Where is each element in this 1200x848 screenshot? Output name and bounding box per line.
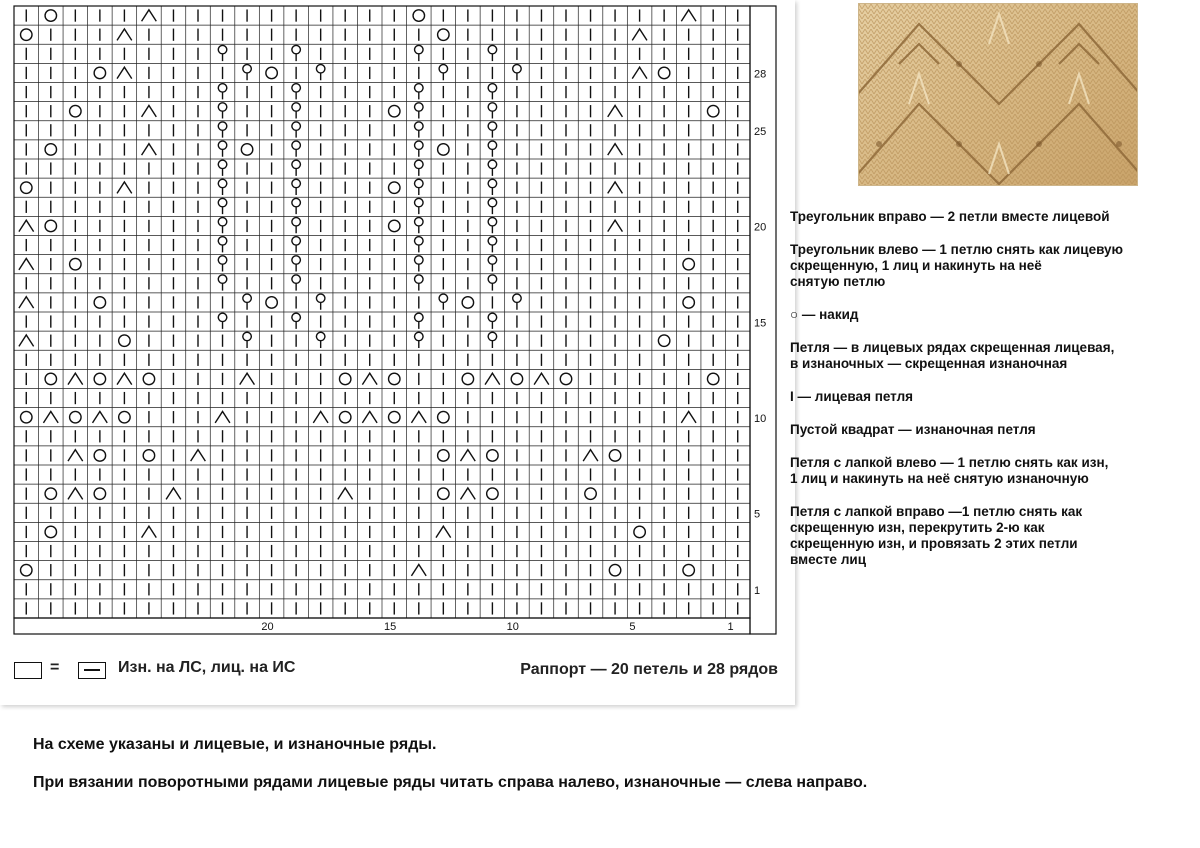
yarn-over-symbol — [241, 144, 252, 155]
legend-item-yarn-over: ○ — накид — [790, 307, 859, 322]
yarn-over-symbol — [683, 297, 694, 308]
decrease-symbol — [117, 29, 132, 40]
twisted-stitch-symbol — [292, 122, 300, 138]
chart-legend-row — [14, 656, 784, 690]
decrease-symbol — [68, 373, 83, 384]
yarn-over-symbol — [143, 373, 154, 384]
twisted-stitch-symbol — [218, 103, 226, 119]
legend-item-knit: I — лицевая петля — [790, 389, 914, 404]
yarn-over-symbol — [119, 411, 130, 422]
yarn-over-symbol — [438, 450, 449, 461]
twisted-stitch-symbol — [292, 84, 300, 100]
twisted-stitch-symbol — [415, 84, 423, 100]
yarn-over-symbol — [21, 564, 32, 575]
twisted-stitch-symbol — [415, 256, 423, 272]
yarn-over-symbol — [438, 144, 449, 155]
legend-item-left-cross: Петля с лапкой влево — 1 петлю снять как изн, 1 лиц и накинуть на неё снятую изнаночную — [790, 455, 1109, 486]
twisted-stitch-symbol — [218, 237, 226, 253]
chart-notes — [33, 736, 867, 812]
yarn-over-symbol — [707, 105, 718, 116]
twisted-stitch-symbol — [218, 198, 226, 214]
legend-item-right-decrease: Треугольник вправо — 2 петли вместе лицевой — [790, 209, 1110, 224]
twisted-stitch-symbol — [243, 294, 251, 310]
empty-square-icon — [14, 662, 42, 679]
decrease-symbol — [166, 488, 181, 499]
yarn-over-symbol — [266, 67, 277, 78]
knitted-sample-photo — [858, 3, 1138, 186]
decrease-symbol — [632, 67, 647, 78]
yarn-over-symbol — [45, 144, 56, 155]
twisted-stitch-symbol — [292, 45, 300, 61]
yarn-over-symbol — [143, 450, 154, 461]
row-number-label: 28 — [754, 68, 767, 81]
twisted-stitch-symbol — [218, 84, 226, 100]
decrease-symbol — [19, 258, 34, 269]
rapport-label: Раппорт — 20 петель и 28 рядов — [520, 661, 778, 678]
decrease-symbol — [534, 373, 549, 384]
yarn-over-symbol — [438, 488, 449, 499]
decrease-symbol — [215, 411, 230, 422]
twisted-stitch-symbol — [415, 179, 423, 195]
twisted-stitch-symbol — [292, 179, 300, 195]
twisted-stitch-symbol — [243, 332, 251, 348]
legend-item-right-cross: Петля с лапкой вправо —1 петлю снять как скрещенную изн, перекрутить 2-ю как скрещенную изн, и провязать 2 этих петли вместе лиц — [790, 504, 1083, 567]
twisted-stitch-symbol — [415, 122, 423, 138]
decrease-symbol — [19, 335, 34, 346]
legend-equals: = — [50, 659, 60, 676]
yarn-over-symbol — [21, 411, 32, 422]
yarn-over-symbol — [438, 411, 449, 422]
yarn-over-symbol — [683, 564, 694, 575]
twisted-stitch-symbol — [415, 141, 423, 157]
decrease-symbol — [583, 450, 598, 461]
row-number-label: 5 — [754, 508, 761, 521]
decrease-symbol — [338, 488, 353, 499]
legend-item-twisted-stitch: Петля — в лицевых рядах скрещенная лицевая, в изнаночных — скрещенная изнаночная — [790, 340, 1115, 371]
decrease-symbol — [117, 373, 132, 384]
twisted-stitch-symbol — [415, 160, 423, 176]
yarn-over-symbol — [94, 67, 105, 78]
twisted-stitch-symbol — [415, 332, 423, 348]
decrease-symbol — [93, 411, 108, 422]
decrease-symbol — [191, 450, 206, 461]
yarn-over-symbol — [389, 182, 400, 193]
decrease-symbol — [362, 411, 377, 422]
twisted-stitch-symbol — [439, 65, 447, 81]
decrease-symbol — [19, 297, 34, 308]
twisted-stitch-symbol — [488, 256, 496, 272]
decrease-symbol — [461, 450, 476, 461]
yarn-over-symbol — [45, 488, 56, 499]
twisted-stitch-symbol — [292, 198, 300, 214]
yarn-over-symbol — [119, 335, 130, 346]
decrease-symbol — [117, 182, 132, 193]
yarn-over-symbol — [45, 10, 56, 21]
yarn-over-symbol — [45, 373, 56, 384]
yarn-over-symbol — [413, 10, 424, 21]
yarn-over-symbol — [266, 297, 277, 308]
twisted-stitch-symbol — [292, 275, 300, 291]
column-number-label: 1 — [727, 621, 734, 633]
twisted-stitch-symbol — [218, 141, 226, 157]
twisted-stitch-symbol — [415, 313, 423, 329]
twisted-stitch-symbol — [218, 122, 226, 138]
twisted-stitch-symbol — [513, 65, 521, 81]
yarn-over-symbol — [585, 488, 596, 499]
decrease-symbol — [362, 373, 377, 384]
yarn-over-symbol — [389, 373, 400, 384]
yarn-over-symbol — [438, 29, 449, 40]
twisted-stitch-symbol — [316, 65, 324, 81]
yarn-over-symbol — [658, 67, 669, 78]
twisted-stitch-symbol — [415, 218, 423, 234]
row-number-label: 20 — [754, 221, 767, 234]
twisted-stitch-symbol — [488, 237, 496, 253]
decrease-symbol — [411, 564, 426, 575]
twisted-stitch-symbol — [218, 275, 226, 291]
twisted-stitch-symbol — [488, 122, 496, 138]
yarn-over-symbol — [560, 373, 571, 384]
yarn-over-symbol — [45, 526, 56, 537]
twisted-stitch-symbol — [415, 237, 423, 253]
decrease-symbol — [142, 10, 157, 21]
decrease-symbol — [436, 526, 451, 537]
yarn-over-symbol — [21, 182, 32, 193]
legend-item-purl: Пустой квадрат — изнаночная петля — [790, 422, 1036, 437]
decrease-symbol — [313, 411, 328, 422]
decrease-symbol — [608, 182, 623, 193]
twisted-stitch-symbol — [292, 160, 300, 176]
decrease-symbol — [68, 450, 83, 461]
twisted-stitch-symbol — [292, 103, 300, 119]
yarn-over-symbol — [21, 29, 32, 40]
twisted-stitch-symbol — [488, 275, 496, 291]
twisted-stitch-symbol — [513, 294, 521, 310]
twisted-stitch-symbol — [292, 141, 300, 157]
twisted-stitch-symbol — [415, 103, 423, 119]
yarn-over-symbol — [707, 373, 718, 384]
twisted-stitch-symbol — [218, 179, 226, 195]
decrease-symbol — [68, 488, 83, 499]
column-number-label: 5 — [629, 621, 636, 633]
yarn-over-symbol — [94, 488, 105, 499]
yarn-over-symbol — [389, 105, 400, 116]
symbol-legend — [790, 209, 1198, 585]
note-rows: На схеме указаны и лицевые, и изнаночные ряды. — [33, 736, 437, 753]
yarn-over-symbol — [609, 564, 620, 575]
yarn-over-symbol — [389, 220, 400, 231]
yarn-over-symbol — [487, 450, 498, 461]
yarn-over-symbol — [70, 258, 81, 269]
decrease-symbol — [142, 526, 157, 537]
legend-purl-label: Изн. на ЛС, лиц. на ИС — [118, 659, 296, 676]
twisted-stitch-symbol — [488, 198, 496, 214]
twisted-stitch-symbol — [243, 65, 251, 81]
twisted-stitch-symbol — [218, 45, 226, 61]
row-number-label: 1 — [754, 585, 761, 598]
note-reading-direction: При вязании поворотными рядами лицевые ряды читать справа налево, изнаночные — слева направо. — [33, 774, 868, 791]
twisted-stitch-symbol — [488, 103, 496, 119]
yarn-over-symbol — [339, 411, 350, 422]
yarn-over-symbol — [658, 335, 669, 346]
decrease-symbol — [240, 373, 255, 384]
yarn-over-symbol — [94, 450, 105, 461]
twisted-stitch-symbol — [292, 313, 300, 329]
twisted-stitch-symbol — [488, 313, 496, 329]
decrease-symbol — [608, 105, 623, 116]
yarn-over-symbol — [70, 105, 81, 116]
yarn-over-symbol — [487, 488, 498, 499]
yarn-over-symbol — [70, 411, 81, 422]
row-number-label: 10 — [754, 412, 767, 425]
yarn-over-symbol — [683, 258, 694, 269]
yarn-over-symbol — [94, 297, 105, 308]
twisted-stitch-symbol — [488, 84, 496, 100]
yarn-over-symbol — [634, 526, 645, 537]
twisted-stitch-symbol — [488, 141, 496, 157]
yarn-over-symbol — [462, 373, 473, 384]
twisted-stitch-symbol — [488, 160, 496, 176]
yarn-over-symbol — [45, 220, 56, 231]
decrease-symbol — [608, 144, 623, 155]
twisted-stitch-symbol — [415, 275, 423, 291]
decrease-symbol — [142, 144, 157, 155]
decrease-symbol — [19, 220, 34, 231]
twisted-stitch-symbol — [292, 256, 300, 272]
twisted-stitch-symbol — [488, 332, 496, 348]
twisted-stitch-symbol — [488, 45, 496, 61]
column-number-label: 20 — [261, 621, 274, 633]
decrease-symbol — [681, 411, 696, 422]
yarn-over-symbol — [339, 373, 350, 384]
twisted-stitch-symbol — [415, 45, 423, 61]
twisted-stitch-symbol — [316, 294, 324, 310]
twisted-stitch-symbol — [316, 332, 324, 348]
twisted-stitch-symbol — [218, 218, 226, 234]
yarn-over-symbol — [94, 373, 105, 384]
twisted-stitch-symbol — [488, 218, 496, 234]
twisted-stitch-symbol — [292, 237, 300, 253]
decrease-symbol — [411, 411, 426, 422]
twisted-stitch-symbol — [218, 256, 226, 272]
decrease-symbol — [681, 10, 696, 21]
twisted-stitch-symbol — [218, 160, 226, 176]
decrease-symbol — [608, 220, 623, 231]
decrease-symbol — [632, 29, 647, 40]
yarn-over-symbol — [511, 373, 522, 384]
dash-square-icon — [78, 662, 106, 679]
decrease-symbol — [43, 411, 58, 422]
twisted-stitch-symbol — [488, 179, 496, 195]
column-number-label: 15 — [384, 621, 397, 633]
decrease-symbol — [117, 67, 132, 78]
decrease-symbol — [461, 488, 476, 499]
yarn-over-symbol — [462, 297, 473, 308]
column-number-strip — [14, 618, 750, 634]
row-number-label: 25 — [754, 126, 767, 139]
decrease-symbol — [485, 373, 500, 384]
decrease-symbol — [142, 105, 157, 116]
yarn-over-symbol — [389, 411, 400, 422]
twisted-stitch-symbol — [415, 198, 423, 214]
twisted-stitch-symbol — [439, 294, 447, 310]
twisted-stitch-symbol — [218, 313, 226, 329]
twisted-stitch-symbol — [292, 218, 300, 234]
yarn-over-symbol — [609, 450, 620, 461]
column-number-label: 10 — [506, 621, 519, 633]
legend-item-left-decrease: Треугольник влево — 1 петлю снять как лицевую скрещенную, 1 лиц и накинуть на неё снятую петлю — [790, 242, 1124, 289]
row-number-label: 15 — [754, 317, 767, 330]
